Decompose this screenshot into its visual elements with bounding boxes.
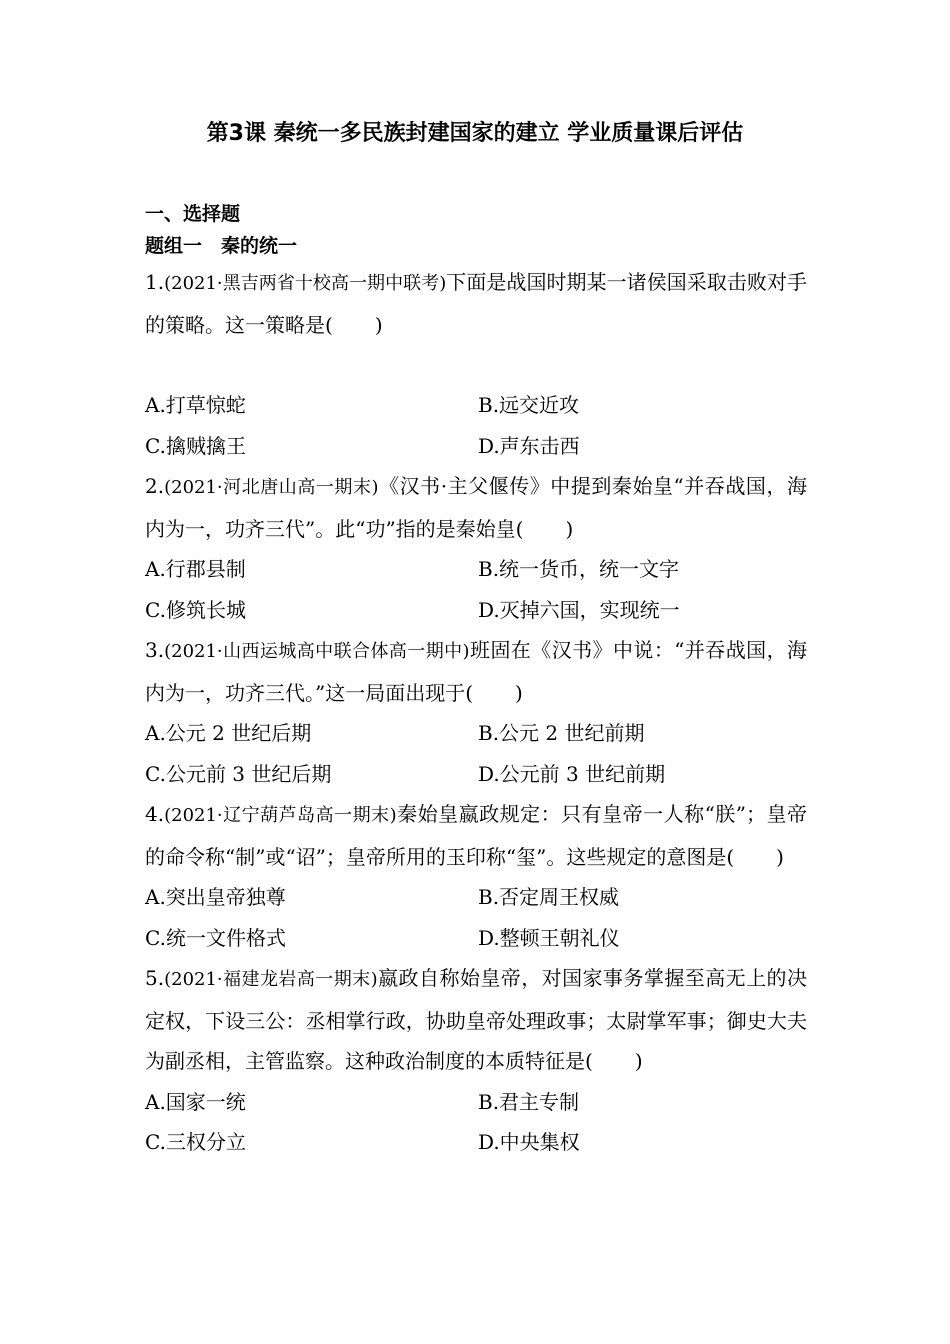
option-b: B.统一货币，统一文字 [478,557,680,581]
option-a: A.打草惊蛇 [145,393,246,417]
option-d: D.灭掉六国，实现统一 [478,597,680,622]
options [145,549,807,630]
question-text: 下面是战国时期某一诸侯国采取击败对手的策略。这一策略是( [145,270,808,337]
question-5 [145,958,807,1163]
option-b: B.否定周王权威 [478,885,620,909]
question-source: (2021·山西运城高中联合体高一期中) [164,641,470,662]
option-a: A.公元 2 世纪后期 [145,721,312,745]
option-d: D.中央集权 [478,1130,580,1154]
option-b: B.公元 2 世纪前期 [478,721,645,745]
question-source: (2021·河北唐山高一期末) [164,477,379,498]
figure-gap [145,345,807,385]
question-text: 嬴政自称始皇帝，对国家事务掌握至高无上的决定权，下设三公：丞相掌行政，协助皇帝处理政事；太尉掌军事；御史大夫为副丞相，主管监察。这种政治制度的本质特征是( [145,966,808,1073]
question-stem [145,466,807,549]
question-number: 5. [145,966,165,990]
answer-close: ) [515,680,523,705]
option-d: D.声东击西 [478,433,580,458]
option-d: D.公元前 3 世纪前期 [478,761,666,786]
answer-close: ) [565,516,574,541]
option-a: A.国家一统 [145,1089,246,1114]
options [145,877,807,958]
option-c: C.擒贼擒王 [145,433,246,458]
page-title: 第3课 秦统一多民族封建国家的建立 学业质量课后评估 [206,121,744,146]
option-a: A.突出皇帝独尊 [145,885,286,909]
section-heading: 一、选择题 [145,203,241,225]
answer-close: ) [634,1049,643,1073]
option-c: C.公元前 3 世纪后期 [145,761,332,786]
answer-close: ) [776,844,784,869]
option-d: D.整顿王朝礼仪 [478,925,620,950]
option-c: C.统一文件格式 [145,925,286,950]
option-b: B.君主专制 [478,1089,580,1114]
option-c: C.三权分立 [145,1130,246,1154]
question-3 [145,630,807,794]
option-b: B.远交近攻 [478,393,580,417]
question-text: 秦始皇嬴政规定：只有皇帝一人称“朕”；皇帝的命令称“制”或“诏”；皇帝所用的玉印称“玺”。这些规定的意图是( [145,802,808,869]
question-4 [145,794,807,958]
question-source: (2021·黑吉两省十校高一期中联考) [164,273,447,294]
question-number: 2. [145,474,165,498]
group-heading: 题组一 秦的统一 [145,235,298,257]
question-text: 班固在《汉书》中说：“并吞战国，海内为一，功齐三代。”这一局面出现于( [145,638,807,705]
option-c: C.修筑长城 [145,597,246,622]
question-1 [145,262,807,466]
question-number: 1. [145,270,165,294]
answer-close: ) [374,312,383,337]
question-stem [145,958,807,1082]
question-stem [145,630,807,713]
question-text: 《汉书·主父偃传》中提到秦始皇“并吞战国，海内为一，功齐三代”。此“功”指的是秦始皇( [145,474,807,541]
question-number: 4. [145,802,165,826]
question-source: (2021·福建龙岩高一期末) [164,969,378,990]
option-a: A.行郡县制 [145,557,246,581]
document-content [145,198,807,1163]
question-stem [145,794,807,877]
question-stem [145,262,807,345]
question-2 [145,466,807,630]
options [145,713,807,794]
options [145,1082,807,1163]
options [145,385,807,466]
question-source: (2021·辽宁葫芦岛高一期末) [164,805,397,826]
question-number: 3. [145,638,165,662]
